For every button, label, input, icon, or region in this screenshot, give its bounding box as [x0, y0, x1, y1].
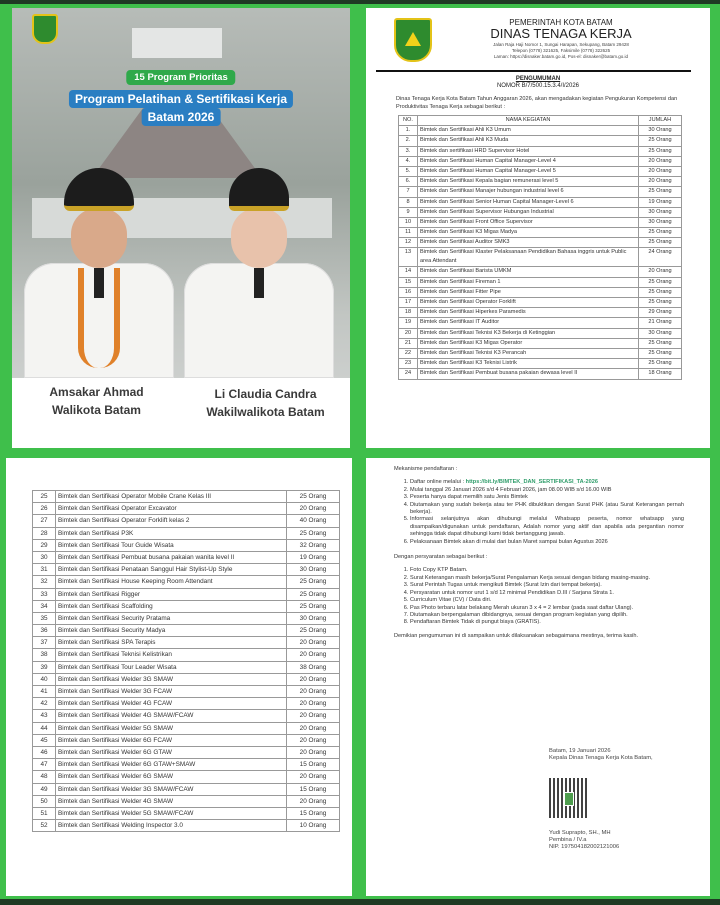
cell-name: Bimtek dan Sertifikasi Welder 3G SMAW/FCAW: [56, 783, 287, 795]
cell-count: 30 Orang: [639, 126, 682, 136]
cell-count: 25 Orang: [287, 491, 340, 503]
table-header: [399, 116, 682, 126]
cell-no: 28: [33, 527, 56, 539]
table-row: [33, 795, 340, 807]
office-name: DINAS TENAGA KERJA: [490, 26, 632, 41]
cell-name: Bimtek dan Sertifikasi Fireman 1: [418, 277, 639, 287]
mayor-photo: [24, 168, 174, 378]
cell-count: 20 Orang: [287, 734, 340, 746]
cell-name: Bimtek dan Sertifikasi SPA Terapis: [56, 637, 287, 649]
cell-no: 46: [33, 746, 56, 758]
registration-item: 2. Mulai tanggal 26 Januari 2026 s/d 4 Februari 2026, jam 08.00 WIB s/d 16.00 WIB: [410, 487, 684, 494]
table-row: [33, 625, 340, 637]
cell-count: 20 Orang: [287, 673, 340, 685]
cell-no: 15: [399, 277, 418, 287]
table-row: [399, 267, 682, 277]
table-row: [33, 551, 340, 563]
cell-count: 30 Orang: [287, 612, 340, 624]
cell-no: 40: [33, 673, 56, 685]
table-row: [33, 588, 340, 600]
table-row: [399, 277, 682, 287]
table-row: [399, 369, 682, 379]
cell-count: 25 Orang: [287, 625, 340, 637]
table-row: [399, 298, 682, 308]
cell-name: Bimtek dan Sertifikasi Senior Human Capital Manager-Level 6: [418, 197, 639, 207]
cell-count: 25 Orang: [639, 146, 682, 156]
table-row: [33, 698, 340, 710]
cell-count: 30 Orang: [639, 207, 682, 217]
cell-name: Bimtek dan Sertifikasi Welder 5G SMAW/FCAW: [56, 807, 287, 819]
cell-count: 30 Orang: [287, 564, 340, 576]
cell-name: Bimtek dan Sertifikasi Welder 6G SMAW: [56, 771, 287, 783]
priority-badge: 15 Program Prioritas: [126, 70, 235, 85]
cell-no: 52: [33, 820, 56, 832]
address: Jalan Raja Haji Nomor 1, Sungai Harapan, Sekupang, Batam 29428: [493, 42, 629, 47]
poster-panel: [12, 8, 350, 448]
table-row: [399, 238, 682, 248]
cell-name: Bimtek dan Sertifikasi Manajer hubungan industrial level 6: [418, 187, 639, 197]
table-row: [33, 576, 340, 588]
cell-count: 20 Orang: [639, 166, 682, 176]
cell-count: 25 Orang: [639, 228, 682, 238]
table-row: [33, 746, 340, 758]
cell-name: Bimtek dan Sertifikasi IT Auditor: [418, 318, 639, 328]
cell-no: 49: [33, 783, 56, 795]
cell-name: Bimtek dan Sertifikasi K3 Teknisi Listrik: [418, 359, 639, 369]
cell-no: 6.: [399, 177, 418, 187]
cell-name: Bimtek dan Sertifikasi Operator Forklift: [418, 298, 639, 308]
cell-count: 20 Orang: [639, 267, 682, 277]
table-row: [399, 187, 682, 197]
requirement-item: 4. Persyaratan untuk nomor urut 1 s/d 12 minimal Pendidikan D.III / Sarjana Strata 1.: [410, 590, 684, 597]
cell-name: Bimtek dan Sertifikasi Front Office Supervisor: [418, 217, 639, 227]
table-row: [33, 612, 340, 624]
cell-count: 20 Orang: [287, 722, 340, 734]
cell-count: 21 Orang: [639, 318, 682, 328]
cell-count: 15 Orang: [287, 759, 340, 771]
registration-link[interactable]: https://bit.ly/BIMTEK_DAN_SERTIFIKASI_TA-2026: [465, 479, 598, 486]
cell-no: 25: [33, 491, 56, 503]
cell-name: Bimtek dan Sertifikasi Security Pratama: [56, 612, 287, 624]
cell-name: Bimtek dan Sertifikasi Supervisor Hubungan Industrial: [418, 207, 639, 217]
table-row: [33, 661, 340, 673]
table-row: [399, 338, 682, 348]
table-row: [399, 166, 682, 176]
cell-name: Bimtek dan Sertifikasi Barista UMKM: [418, 267, 639, 277]
letter-page-1: [366, 8, 710, 448]
cell-name: Bimtek dan Sertifikasi Pembuat busana pakaian wanita level II: [56, 551, 287, 563]
cell-name: Bimtek dan Sertifikasi Rigger: [56, 588, 287, 600]
cell-no: 39: [33, 661, 56, 673]
cell-name: Bimtek dan Sertifikasi Fitter Pipe: [418, 287, 639, 297]
cell-no: 20: [399, 328, 418, 338]
table-row: [399, 287, 682, 297]
cell-no: 51: [33, 807, 56, 819]
cell-name: Bimtek dan Sertifikasi Welder 6G FCAW: [56, 734, 287, 746]
cell-no: 45: [33, 734, 56, 746]
cell-name: Bimtek dan Sertifikasi Pembuat busana pakaian dewasa level II: [418, 369, 639, 379]
cell-no: 10: [399, 217, 418, 227]
cell-count: 15 Orang: [287, 807, 340, 819]
letterhead-rule: [376, 70, 691, 72]
table-row: [399, 328, 682, 338]
table-row: [399, 207, 682, 217]
table-row: [33, 783, 340, 795]
requirement-item: 6. Pas Photo terbaru latar belakang Merah ukuran 3 x 4 = 2 lembar (pada saat daftar Ulang).: [410, 605, 684, 612]
header-no: NO.: [399, 116, 418, 126]
cell-name: Bimtek dan Sertifikasi Welder 6G GTAW+SMAW: [56, 759, 287, 771]
cell-no: 47: [33, 759, 56, 771]
city-crest-icon: [394, 18, 432, 62]
table-row: [33, 637, 340, 649]
cell-name: Bimtek dan Sertifikasi Teknisi Kelistrikan: [56, 649, 287, 661]
cell-name: Bimtek dan Sertifikasi Welding Inspector 3.0: [56, 820, 287, 832]
cell-name: Bimtek dan Sertifikasi P3K: [56, 527, 287, 539]
table-row: [33, 515, 340, 527]
cell-no: 19: [399, 318, 418, 328]
cell-no: 17: [399, 298, 418, 308]
registration-item: 5. Informasi selanjutnya akan dihubungi melalui Whatsapp peserta, nomor whatsapp yang disampaikan/digunakan untuk pendaftaran, Adalah nomor yang aktif dan apabila ada pergantian nomor sehingga tidak dapat dihubungi kami tidak bertanggung jawab.: [410, 516, 684, 538]
cell-name: Bimtek dan Sertifikasi Operator Excavator: [56, 503, 287, 515]
cell-name: Bimtek dan Sertifikasi Hiperkes Paramedis: [418, 308, 639, 318]
cell-count: 20 Orang: [287, 710, 340, 722]
requirement-item: 5. Curriculum Vitae (CV) / Data diri.: [410, 597, 684, 604]
cell-count: 25 Orang: [639, 187, 682, 197]
table-row: [399, 126, 682, 136]
table-row: [399, 228, 682, 238]
table-row: [399, 217, 682, 227]
signature-footer: [549, 830, 619, 852]
cell-count: 25 Orang: [287, 588, 340, 600]
table-row: [399, 197, 682, 207]
table-row: [399, 348, 682, 358]
table-row: [399, 177, 682, 187]
table-row: [399, 318, 682, 328]
table-row: [33, 503, 340, 515]
table-row: [399, 248, 682, 267]
cell-no: 3.: [399, 146, 418, 156]
cell-count: 38 Orang: [287, 661, 340, 673]
cell-name: Bimtek dan Sertifikasi Operator Mobile Crane Kelas III: [56, 491, 287, 503]
cell-count: 25 Orang: [639, 136, 682, 146]
sign-date: Batam, 19 Januari 2026: [549, 748, 611, 754]
cell-name: Bimtek dan Sertifikasi Tour Guide Wisata: [56, 539, 287, 551]
cell-name: Bimtek dan Sertifikasi K3 Migas Madya: [418, 228, 639, 238]
table-row: [33, 710, 340, 722]
cell-count: 24 Orang: [639, 248, 682, 267]
letter-page-2: [6, 458, 352, 896]
cell-count: 15 Orang: [287, 783, 340, 795]
cell-count: 25 Orang: [639, 359, 682, 369]
table-row: [399, 146, 682, 156]
table-row: [33, 649, 340, 661]
cell-no: 22: [399, 348, 418, 358]
cell-no: 42: [33, 698, 56, 710]
cell-no: 7: [399, 187, 418, 197]
cell-name: Bimtek dan Sertifikasi Ahli K3 Muda: [418, 136, 639, 146]
cell-no: 13: [399, 248, 418, 267]
web: Laman: https://disnaker.batam.go.id, Pos-el: disnaker@batam.go.id: [493, 54, 629, 59]
cell-no: 23: [399, 359, 418, 369]
cell-name: Bimtek dan Sertifikasi Welder 4G SMAW: [56, 795, 287, 807]
cell-no: 4.: [399, 156, 418, 166]
cell-count: 25 Orang: [639, 277, 682, 287]
cell-no: 24: [399, 369, 418, 379]
cell-no: 11: [399, 228, 418, 238]
signer-nip: NIP. 197504182002121006: [549, 844, 620, 851]
bottom-bar: [0, 899, 720, 905]
table-row: [33, 673, 340, 685]
signer-rank: Pembina / IV.a: [549, 837, 587, 844]
cell-count: 40 Orang: [287, 515, 340, 527]
cell-count: 25 Orang: [287, 527, 340, 539]
closing-text: Demikian pengumuman ini di sampaikan untuk dilaksanakan sebagaimana mestinya, terima kasih.: [394, 632, 639, 639]
table-row: [33, 564, 340, 576]
table-row: [399, 308, 682, 318]
cell-name: Bimtek dan Sertifikasi Welder 3G SMAW: [56, 673, 287, 685]
table-row: [33, 759, 340, 771]
program-table-1: [398, 115, 682, 380]
cell-name: Bimtek dan Sertifikasi House Keeping Room Attendant: [56, 576, 287, 588]
city-logo-icon: [32, 14, 58, 44]
cell-no: 41: [33, 686, 56, 698]
signature-header: [549, 748, 659, 762]
requirements-heading: Dengan persyaratan sebagai berikut :: [394, 554, 488, 561]
cell-count: 30 Orang: [639, 328, 682, 338]
cell-count: 10 Orang: [287, 820, 340, 832]
cell-count: 25 Orang: [639, 298, 682, 308]
cell-no: 35: [33, 612, 56, 624]
cell-no: 9: [399, 207, 418, 217]
cell-name: Bimtek dan Sertifikasi Ahli K3 Umum: [418, 126, 639, 136]
cell-count: 25 Orang: [287, 576, 340, 588]
cell-name: Bimtek dan Sertifikasi Scaffolding: [56, 600, 287, 612]
cell-no: 1.: [399, 126, 418, 136]
cell-count: 25 Orang: [639, 238, 682, 248]
cell-count: 18 Orang: [639, 369, 682, 379]
cell-no: 50: [33, 795, 56, 807]
cell-no: 16: [399, 287, 418, 297]
office-contact: [436, 42, 686, 60]
header-count: JUMLAH: [639, 116, 682, 126]
cell-no: 43: [33, 710, 56, 722]
cell-count: 25 Orang: [639, 348, 682, 358]
table-row: [399, 136, 682, 146]
registration-heading: Mekanisme pendaftaran :: [394, 466, 458, 472]
table-row: [33, 771, 340, 783]
table-row: [33, 686, 340, 698]
announcement-number: NOMOR B/7/500.15.3.4/I/2026: [496, 83, 580, 89]
cell-name: Bimtek dan Sertifikasi Auditor SMK3: [418, 238, 639, 248]
mayor-role: Walikota Batam: [52, 403, 141, 417]
announcement-title: PENGUMUMAN: [515, 76, 561, 82]
qr-code-icon: [549, 778, 589, 818]
cell-count: 29 Orang: [639, 308, 682, 318]
registration-item: 4. Diutamakan yang sudah bekerja atau ter PHK dibuktikan dengan Surat PHK (atau Surat Keterangan pernah bekerja).: [410, 502, 684, 517]
gov-name: PEMERINTAH KOTA BATAM: [509, 18, 613, 27]
cell-no: 34: [33, 600, 56, 612]
cell-name: Bimtek dan Sertifikasi Human Capital Manager-Level 5: [418, 166, 639, 176]
table-row: [33, 807, 340, 819]
mayor-name: Amsakar Ahmad: [49, 385, 144, 399]
cell-name: Bimtek dan Sertifikasi Welder 4G FCAW: [56, 698, 287, 710]
vice-mayor-role: Wakilwalikota Batam: [206, 405, 325, 419]
cell-no: 37: [33, 637, 56, 649]
cell-count: 20 Orang: [287, 746, 340, 758]
table-row: [399, 156, 682, 166]
cell-no: 26: [33, 503, 56, 515]
cell-no: 36: [33, 625, 56, 637]
cell-no: 2.: [399, 136, 418, 146]
poster-subtitle: Batam 2026: [142, 108, 221, 126]
names-strip: [12, 378, 350, 448]
cell-no: 27: [33, 515, 56, 527]
cell-count: 30 Orang: [639, 217, 682, 227]
cell-name: Bimtek dan Sertifikasi K3 Migas Operator: [418, 338, 639, 348]
cell-count: 25 Orang: [287, 600, 340, 612]
sign-title: Kepala Dinas Tenaga Kerja Kota Batam,: [549, 755, 653, 762]
cell-no: 32: [33, 576, 56, 588]
cell-name: Bimtek dan Sertifikasi Teknisi K3 Bekerja di Ketinggian: [418, 328, 639, 338]
table-row: [399, 359, 682, 369]
table-row: [33, 722, 340, 734]
cell-name: Bimtek dan Sertifikasi Welder 3G FCAW: [56, 686, 287, 698]
cell-name: Bimtek dan Sertifikasi Operator Forklift kelas 2: [56, 515, 287, 527]
table-row: [33, 734, 340, 746]
requirement-item: 3. Surat Perintah Tugas untuk mengikuti Bimtek (Surat Izin dari tempat bekerja).: [410, 582, 684, 589]
signer-name: Yudi Suprapto, SH., MH: [549, 830, 611, 836]
requirement-item: 8. Pendaftaran Bimtek Tidak di pungut biaya (GRATIS).: [410, 619, 684, 626]
cell-no: 44: [33, 722, 56, 734]
cell-count: 20 Orang: [287, 698, 340, 710]
cell-count: 25 Orang: [639, 287, 682, 297]
program-table-2: [32, 490, 340, 832]
cell-count: 20 Orang: [287, 503, 340, 515]
table-row: [33, 600, 340, 612]
building-shape: [132, 28, 222, 58]
phone: Telepon (0778) 321625, Faksimile (0778) 322625: [511, 48, 611, 53]
cell-name: Bimtek dan Sertifikasi Tour Leader Wisata: [56, 661, 287, 673]
cell-no: 38: [33, 649, 56, 661]
cell-name: Bimtek dan Sertifikasi Klaster Pelaksanaan Pendidikan Bahasa inggris untuk Public area Attendant: [418, 248, 639, 267]
cell-no: 18: [399, 308, 418, 318]
cell-no: 48: [33, 771, 56, 783]
poster-title: Program Pelatihan & Sertifikasi Kerja: [69, 90, 293, 108]
cell-name: Bimtek dan Sertifikasi Security Madya: [56, 625, 287, 637]
cell-no: 12: [399, 238, 418, 248]
announcement-intro: Dinas Tenaga Kerja Kota Batam Tahun Anggaran 2026, akan mengadakan kegiatan Pengukuran Kompetensi dan Produktivitas Tenaga Kerja sebagai berikut :: [396, 96, 678, 110]
table-row: [33, 820, 340, 832]
cell-no: 8: [399, 197, 418, 207]
cell-no: 33: [33, 588, 56, 600]
cell-name: Bimtek dan Sertifikasi Welder 6G GTAW: [56, 746, 287, 758]
cell-name: Bimtek dan Sertifikasi Kepala bagian remunerasi level 5: [418, 177, 639, 187]
cell-no: 30: [33, 551, 56, 563]
cell-count: 20 Orang: [639, 177, 682, 187]
registration-section: [394, 466, 684, 640]
cell-no: 5.: [399, 166, 418, 176]
cell-count: 19 Orang: [287, 551, 340, 563]
cell-count: 20 Orang: [639, 156, 682, 166]
requirement-item: 7. Diutamakan berpengalaman dibidangnya, sesuai dengan program kegiatan yang dipilih.: [410, 612, 684, 619]
requirement-item: 2. Surat Keterangan masih bekerja/Surat Pengalaman Kerja sesuai dengan bidang masing-masing.: [410, 575, 684, 582]
cell-name: Bimtek dan Sertifikasi Teknisi K3 Perancah: [418, 348, 639, 358]
requirement-item: 1. Foto Copy KTP Batam.: [410, 567, 684, 574]
cell-name: Bimtek dan Sertifikasi Penataan Sanggul Hair Stylist-Up Style: [56, 564, 287, 576]
registration-item: 3. Peserta hanya dapat memilih satu Jenis Bimtek: [410, 494, 684, 501]
cell-count: 20 Orang: [287, 771, 340, 783]
cell-name: Bimtek dan Sertifikasi Human Capital Manager-Level 4: [418, 156, 639, 166]
cell-count: 25 Orang: [639, 338, 682, 348]
cell-no: 29: [33, 539, 56, 551]
cell-no: 31: [33, 564, 56, 576]
vice-mayor-photo: [184, 168, 334, 378]
cell-no: 21: [399, 338, 418, 348]
table-row: [33, 539, 340, 551]
top-bar: [0, 0, 720, 4]
cell-count: 20 Orang: [287, 649, 340, 661]
cell-count: 20 Orang: [287, 686, 340, 698]
cell-count: 20 Orang: [287, 795, 340, 807]
header-name: NAMA KEGIATAN: [418, 116, 639, 126]
cell-count: 32 Orang: [287, 539, 340, 551]
registration-item: 1. Daftar online melalui : https://bit.ly/BIMTEK_DAN_SERTIFIKASI_TA-2026: [410, 479, 684, 486]
vice-mayor-name: Li Claudia Candra: [214, 387, 317, 401]
table-row: [33, 491, 340, 503]
letter-page-3: [366, 458, 710, 896]
table-row: [33, 527, 340, 539]
cell-no: 14: [399, 267, 418, 277]
cell-count: 19 Orang: [639, 197, 682, 207]
cell-count: 20 Orang: [287, 637, 340, 649]
registration-item: 6. Pelaksanaan Bimtek akan di mulai dari bulan Maret sampai bulan Agustus 2026: [410, 539, 684, 546]
cell-name: Bimtek dan sertifikasi HRD Supervisor Hotel: [418, 146, 639, 156]
cell-name: Bimtek dan Sertifikasi Welder 5G SMAW: [56, 722, 287, 734]
cell-name: Bimtek dan Sertifikasi Welder 4G SMAW/FCAW: [56, 710, 287, 722]
